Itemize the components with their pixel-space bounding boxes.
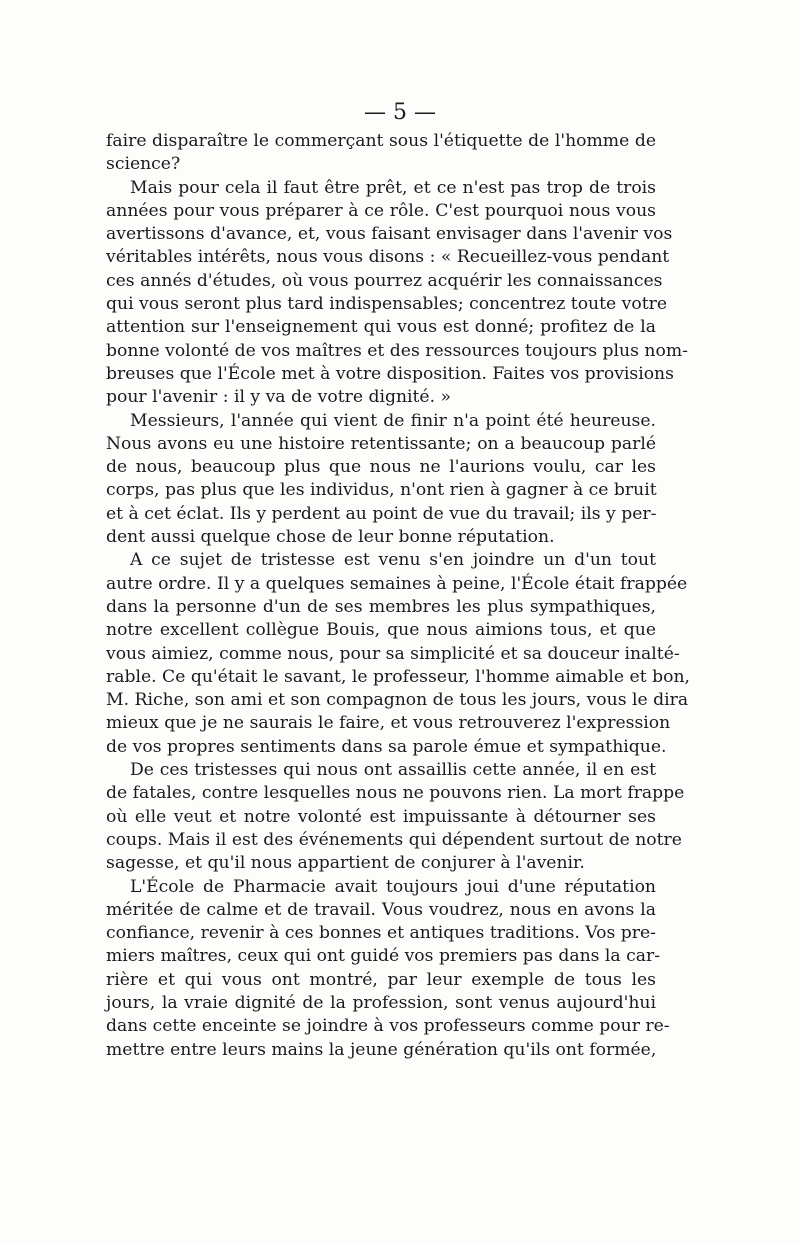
text-line: véritables intérêts, nous vous disons : « Recueillez-vous pendant xyxy=(106,247,670,268)
text-line: ces annés d'études, où vous pourrez acquérir les connaissances xyxy=(106,270,663,291)
text-line: De ces tristesses qui nous ont assaillis cette année, il en est xyxy=(130,760,656,781)
text-line: de nous, beaucoup plus que nous ne l'aurions voulu, car les xyxy=(106,457,656,478)
text-line: attention sur l'enseignement qui vous est donné; profitez de la xyxy=(106,317,656,338)
text-line: autre ordre. Il y a quelques semaines à peine, l'École était frappée xyxy=(106,573,688,594)
text-line: science? xyxy=(106,154,181,175)
text-line: breuses que l'École met à votre disposition. Faites vos provisions xyxy=(106,363,674,384)
text-line: jours, la vraie dignité de la profession, sont venus aujourd'hui xyxy=(106,992,656,1013)
text-line: notre excellent collègue Bouis, que nous aimions tous, et que xyxy=(106,620,656,641)
text-line: pour l'avenir : il y va de votre dignité. » xyxy=(106,387,452,408)
text-line: confiance, revenir à ces bonnes et antiques traditions. Vos pre- xyxy=(106,923,656,944)
paragraph xyxy=(106,876,670,1062)
text-line: miers maîtres, ceux qui ont guidé vos premiers pas dans la car- xyxy=(106,946,661,967)
text-line: Messieurs, l'année qui vient de finir n'a point été heureuse. xyxy=(130,410,656,431)
text-line: rière et qui vous ont montré, par leur exemple de tous les xyxy=(106,969,656,990)
text-line: où elle veut et notre volonté est impuissante à détourner ses xyxy=(106,806,656,827)
text-line: qui vous seront plus tard indispensables; concentrez toute votre xyxy=(106,294,668,315)
text-line: dans la personne d'un de ses membres les plus sympathiques, xyxy=(106,596,656,617)
text-line: de vos propres sentiments dans sa parole émue et sympathique. xyxy=(106,736,667,757)
text-line: coups. Mais il est des événements qui dépendent surtout de notre xyxy=(106,829,682,850)
paragraph xyxy=(106,177,688,410)
text-line: de fatales, contre lesquelles nous ne pouvons rien. La mort frappe xyxy=(106,783,685,804)
text-line: méritée de calme et de travail. Vous voudrez, nous en avons la xyxy=(106,899,656,920)
text-line: corps, pas plus que les individus, n'ont rien à gagner à ce bruit xyxy=(106,480,657,501)
text-line: dans cette enceinte se joindre à vos professeurs comme pour re- xyxy=(106,1016,670,1037)
paragraph xyxy=(106,549,690,759)
body-text xyxy=(106,130,690,1062)
text-line: sagesse, et qu'il nous appartient de conjurer à l'avenir. xyxy=(106,853,585,874)
text-line: vous aimiez, comme nous, pour sa simplicité et sa douceur inalté- xyxy=(106,643,680,664)
text-line: M. Riche, son ami et son compagnon de tous les jours, vous le dira xyxy=(106,690,689,711)
text-line: années pour vous préparer à ce rôle. C'est pourquoi nous vous xyxy=(106,200,656,221)
text-line: et à cet éclat. Ils y perdent au point de vue du travail; ils y per- xyxy=(106,503,657,524)
paragraph xyxy=(106,130,656,177)
text-line: dent aussi quelque chose de leur bonne réputation. xyxy=(106,527,555,548)
text-line: mieux que je ne saurais le faire, et vous retrouverez l'expression xyxy=(106,713,671,734)
text-line: Nous avons eu une histoire retentissante; on a beaucoup parlé xyxy=(106,433,656,454)
text-line: L'École de Pharmacie avait toujours joui d'une réputation xyxy=(130,876,656,897)
page-number: — 5 — xyxy=(364,100,436,125)
text-line: mettre entre leurs mains la jeune génération qu'ils ont formée, xyxy=(106,1039,657,1060)
text-line: rable. Ce qu'était le savant, le professeur, l'homme aimable et bon, xyxy=(106,666,690,687)
text-line: A ce sujet de tristesse est venu s'en joindre un d'un tout xyxy=(130,550,656,571)
text-line: avertissons d'avance, et, vous faisant envisager dans l'avenir vos xyxy=(106,224,673,245)
paragraph xyxy=(106,759,685,875)
text-line: bonne volonté de vos maîtres et des ressources toujours plus nom- xyxy=(106,340,688,361)
paragraph xyxy=(106,410,656,550)
text-line: Mais pour cela il faut être prêt, et ce n'est pas trop de trois xyxy=(130,177,656,198)
text-line: faire disparaître le commerçant sous l'étiquette de l'homme de xyxy=(106,131,656,151)
